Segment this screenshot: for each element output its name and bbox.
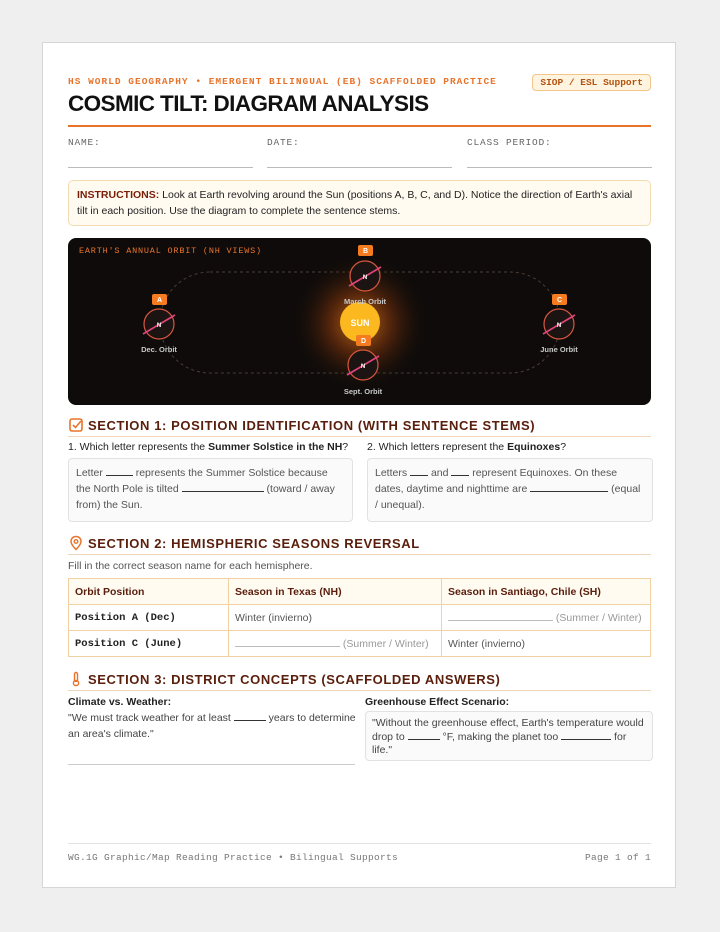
- q1-blank-letter[interactable]: [106, 466, 133, 476]
- header-chile: Season in Santiago, Chile (SH): [442, 579, 651, 605]
- section-1-heading: [68, 417, 651, 433]
- climate-text: [68, 710, 356, 742]
- q1-suffix: ?: [342, 441, 349, 453]
- row-a-position: Position A (Dec): [69, 605, 229, 631]
- q2-stem-b: and: [428, 467, 452, 479]
- q2-answer-box[interactable]: [367, 458, 653, 522]
- seasons-table: [68, 578, 651, 657]
- footer-left: WG.1G Graphic/Map Reading Practice • Bilingual Supports: [68, 852, 399, 863]
- section-2-intro: Fill in the correct season name for each hemisphere.: [68, 560, 313, 572]
- section-3-divider: [68, 690, 651, 691]
- earth-b-north: N: [362, 275, 368, 281]
- row-c-position: Position C (June): [69, 631, 229, 657]
- greenhouse-text-a: "Without the greenhouse effect, Earth's temperature would drop to: [372, 717, 644, 743]
- row-c-chile: Winter (invierno): [442, 631, 651, 657]
- q2-prefix: 2. Which letters represent the: [367, 441, 508, 453]
- position-a-letter: A: [156, 297, 163, 304]
- q2-blank-2[interactable]: [451, 466, 469, 476]
- section-1-title: SECTION 1: POSITION IDENTIFICATION (WITH SENTENCE STEMS): [88, 418, 536, 433]
- earth-d-north: N: [360, 364, 366, 370]
- earth-position-c: [540, 294, 578, 354]
- name-label: NAME:: [68, 137, 101, 148]
- earth-a-north: N: [156, 323, 162, 329]
- checkbox-icon: [68, 417, 84, 433]
- climate-answer-line[interactable]: [68, 764, 355, 765]
- climate-blank-years[interactable]: [234, 711, 266, 721]
- period-field[interactable]: [467, 137, 652, 168]
- sept-orbit-caption: Sept. Orbit: [343, 387, 383, 396]
- title-rule: [68, 125, 651, 127]
- row-a-chile-cell[interactable]: [442, 605, 651, 631]
- footer-page-number: Page 1 of 1: [584, 852, 651, 863]
- section-2-heading: [68, 535, 651, 551]
- greenhouse-blank-temp[interactable]: [408, 730, 440, 740]
- section-1-divider: [68, 436, 651, 437]
- header-texas: Season in Texas (NH): [229, 579, 442, 605]
- name-line[interactable]: [68, 167, 253, 168]
- section-3-heading: [68, 671, 651, 687]
- q2-prompt: [367, 441, 657, 453]
- instructions-text: Look at Earth revolving around the Sun (positions A, B, C, and D). Notice the direction of Earth's axial tilt in each position. Use the diagram to complete the sentence stems.: [77, 189, 633, 217]
- worksheet-page: [42, 42, 676, 888]
- q1-bold: Summer Solstice in the NH: [208, 441, 343, 453]
- q2-stem-c: represent Equinoxes. On these dates, daytime and nighttime are: [375, 467, 618, 495]
- table-row: [69, 605, 651, 631]
- climate-text-a: "We must track weather for at least: [68, 712, 234, 724]
- q2-bold: Equinoxes: [507, 441, 561, 453]
- worksheet-title: COSMIC TILT: DIAGRAM ANALYSIS: [68, 91, 429, 116]
- table-row: [69, 631, 651, 657]
- position-d-letter: D: [360, 338, 367, 345]
- q2-blank-1[interactable]: [410, 466, 428, 476]
- row-c-texas-blank[interactable]: [235, 637, 340, 647]
- greenhouse-blank-condition[interactable]: [561, 730, 611, 740]
- orbit-diagram-svg: [68, 238, 651, 405]
- june-orbit-caption: June Orbit: [540, 345, 578, 354]
- diagram-title: EARTH'S ANNUAL ORBIT (NH VIEWS): [79, 246, 262, 256]
- table-header-row: [69, 579, 651, 605]
- location-pin-icon: [68, 535, 84, 551]
- dec-orbit-caption: Dec. Orbit: [141, 345, 177, 354]
- orbit-diagram: [68, 238, 651, 405]
- earth-position-a: [141, 294, 177, 354]
- q1-stem-b: represents the Summer Solstice because the North Pole is tilted: [76, 467, 328, 495]
- q2-stem-d: (equal / unequal).: [375, 483, 641, 511]
- instructions-label: INSTRUCTIONS:: [77, 189, 160, 201]
- sun-label: SUN: [350, 318, 370, 328]
- siop-badge: SIOP / ESL Support: [532, 74, 651, 91]
- position-b-letter: B: [362, 248, 369, 255]
- q1-prefix: 1. Which letter represents the: [68, 441, 209, 453]
- q1-answer-box[interactable]: [68, 458, 353, 522]
- row-a-chile-hint: (Summer / Winter): [555, 612, 642, 624]
- row-a-chile-blank[interactable]: [448, 611, 553, 621]
- date-label: DATE:: [267, 137, 300, 148]
- q2-suffix: ?: [560, 441, 567, 453]
- row-a-texas: Winter (invierno): [229, 605, 442, 631]
- seasons-table-wrap: [68, 578, 651, 657]
- section-3-title: SECTION 3: DISTRICT CONCEPTS (SCAFFOLDED ANSWERS): [88, 672, 501, 687]
- position-c-letter: C: [556, 297, 563, 304]
- period-label: CLASS PERIOD:: [467, 137, 552, 148]
- section-2-title: SECTION 2: HEMISPHERIC SEASONS REVERSAL: [88, 536, 420, 551]
- period-line[interactable]: [467, 167, 652, 168]
- page-footer: [68, 843, 651, 863]
- q1-blank-tilt[interactable]: [182, 482, 264, 492]
- instructions-box: [68, 180, 651, 226]
- thermometer-icon: [68, 671, 84, 687]
- greenhouse-answer-box[interactable]: [365, 711, 653, 761]
- greenhouse-text-c: for life.": [372, 731, 627, 756]
- date-field[interactable]: [267, 137, 452, 168]
- greenhouse-text-b: °F, making the planet too: [439, 731, 562, 743]
- climate-text-b: years to determine an area's climate.": [68, 712, 356, 740]
- q1-stem-a: Letter: [76, 467, 106, 479]
- name-field[interactable]: [68, 137, 253, 168]
- climate-heading: Climate vs. Weather:: [68, 696, 172, 708]
- header-orbit-position: Orbit Position: [69, 579, 229, 605]
- date-line[interactable]: [267, 167, 452, 168]
- q1-prompt: [68, 441, 358, 453]
- march-orbit-caption: March Orbit: [343, 297, 387, 306]
- q2-blank-equal[interactable]: [530, 482, 608, 492]
- course-kicker: HS WORLD GEOGRAPHY • EMERGENT BILINGUAL (EB) SCAFFOLDED PRACTICE: [68, 76, 497, 87]
- greenhouse-heading: Greenhouse Effect Scenario:: [365, 696, 510, 708]
- earth-c-north: N: [556, 323, 562, 329]
- section-2-divider: [68, 554, 651, 555]
- q2-stem-a: Letters: [375, 467, 411, 479]
- row-c-texas-cell[interactable]: [229, 631, 442, 657]
- q1-stem-c: (toward / away from) the Sun.: [76, 483, 335, 511]
- row-c-texas-hint: (Summer / Winter): [342, 638, 429, 650]
